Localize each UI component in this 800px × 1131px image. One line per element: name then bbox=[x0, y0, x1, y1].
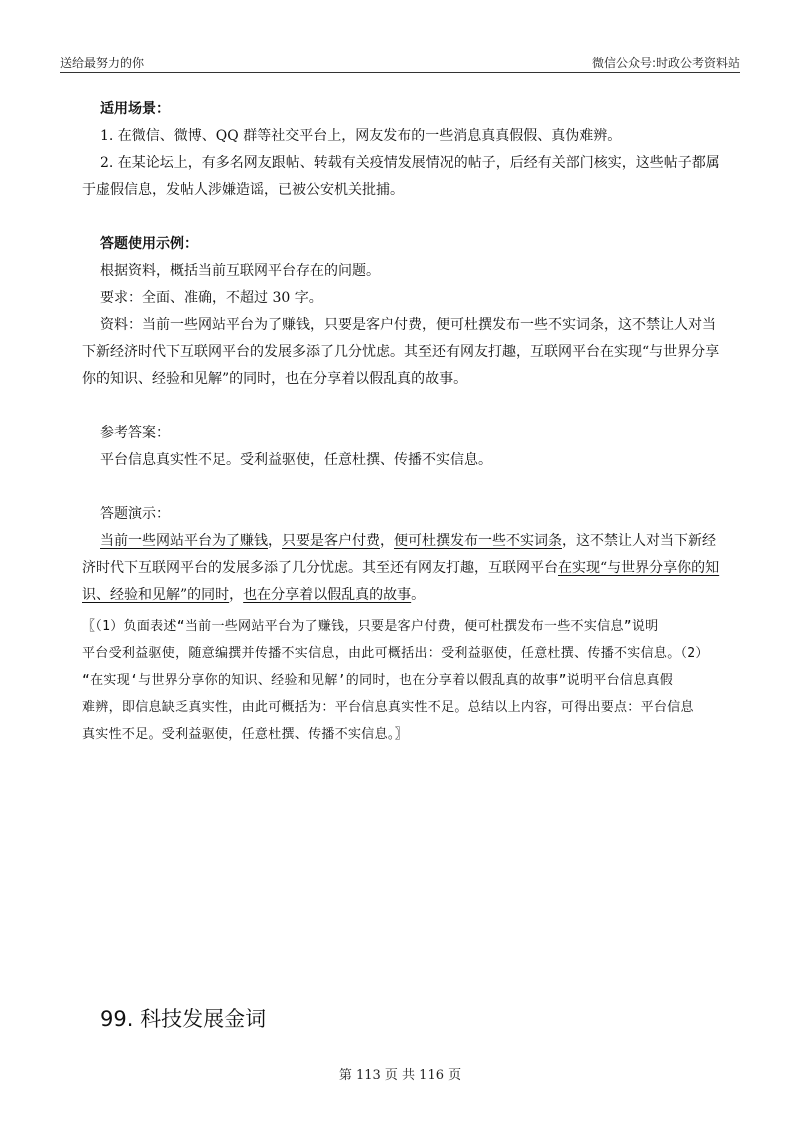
scenario-item-2-line-2: 于虚假信息，发帖人涉嫌造谣，已被公安机关批捕。 bbox=[82, 182, 404, 198]
demo-text: ， bbox=[268, 533, 282, 549]
demo-text: 。 bbox=[411, 587, 426, 603]
demo-underline: 也在分享着以假乱真的故事 bbox=[243, 587, 412, 603]
example-material-line-1: 资料：当前一些网站平台为了赚钱，只要是客户付费，便可杜撰发布一些不实词条，这不禁让人对当 bbox=[100, 317, 716, 333]
demo-text: ，这不禁让人对当下新经 bbox=[562, 533, 716, 549]
demo-heading: 答题演示： bbox=[100, 506, 170, 522]
demo-explanation-line-3: “在实现‘与世界分享你的知识、经验和见解’的同时，也在分享着以假乱真的故事”说明平台信息真假 bbox=[82, 673, 674, 688]
demo-explanation-line-1: 〖（1）负面表述“当前一些网站平台为了赚钱，只要是客户付费，便可杜撰发布一些不实信息”说明 bbox=[82, 619, 659, 634]
demo-underline: 当前一些网站平台为了赚钱 bbox=[100, 533, 268, 549]
demo-underline: 在实现“与世界分享你的知 bbox=[558, 560, 720, 576]
demo-text: ， bbox=[380, 533, 394, 549]
example-requirement: 要求：全面、准确，不超过 30 字。 bbox=[100, 290, 323, 306]
page-header bbox=[60, 50, 740, 73]
answer-text: 平台信息真实性不足。受利益驱使，任意杜撰、传播不实信息。 bbox=[100, 452, 492, 468]
demo-underline: 识、经验和见解”的同时 bbox=[82, 587, 230, 603]
demo-line-2 bbox=[82, 555, 726, 582]
page-content bbox=[82, 96, 726, 748]
header-wechat-account: 微信公众号:时政公考资料站 bbox=[591, 56, 740, 70]
scenario-item-2-line-1: 2. 在某论坛上，有多名网友跟帖、转载有关疫情发展情况的帖子，后经有关部门核实，这些帖子都属 bbox=[100, 155, 720, 171]
demo-text: 济时代下互联网平台的发展多添了几分忧虑。其至还有网友打趣，互联网平台 bbox=[82, 560, 558, 576]
example-material-line-3: 你的知识、经验和见解”的同时，也在分享着以假乱真的故事。 bbox=[82, 371, 468, 387]
next-section-title: 99. 科技发展金词 bbox=[100, 1007, 267, 1031]
scenario-item-1: 1. 在微信、微博、QQ 群等社交平台上，网友发布的一些消息真真假假、真伪难辨。 bbox=[100, 128, 622, 144]
page-number-footer: 第 113 页 共 116 页 bbox=[338, 1068, 462, 1083]
demo-explanation-line-4: 难辨，即信息缺乏真实性，由此可概括为：平台信息真实性不足。总结以上内容，可得出要点：平台信息 bbox=[82, 700, 694, 715]
demo-underline: 只要是客户付费 bbox=[282, 533, 380, 549]
demo-explanation-line-5: 真实性不足。受利益驱使，任意杜撰、传播不实信息。〗 bbox=[82, 727, 409, 742]
scenario-heading: 适用场景： bbox=[100, 101, 170, 117]
demo-explanation-line-2: 平台受利益驱使，随意编撰并传播不实信息，由此可概括出：受利益驱使，任意杜撰、传播不实信息。（2） bbox=[82, 646, 709, 661]
example-question: 根据资料，概括当前互联网平台存在的问题。 bbox=[100, 263, 380, 279]
demo-line-1 bbox=[100, 528, 726, 555]
header-slogan: 送给最努力的你 bbox=[60, 56, 145, 70]
demo-text: ， bbox=[229, 587, 244, 603]
answer-heading: 参考答案： bbox=[100, 425, 170, 441]
example-material-line-2: 下新经济时代下互联网平台的发展多添了几分忧虑。其至还有网友打趣，互联网平台在实现“与世界分享 bbox=[82, 344, 720, 360]
demo-underline: 便可杜撰发布一些不实词条 bbox=[394, 533, 562, 549]
demo-line-3 bbox=[82, 582, 726, 609]
example-heading: 答题使用示例： bbox=[100, 236, 198, 252]
